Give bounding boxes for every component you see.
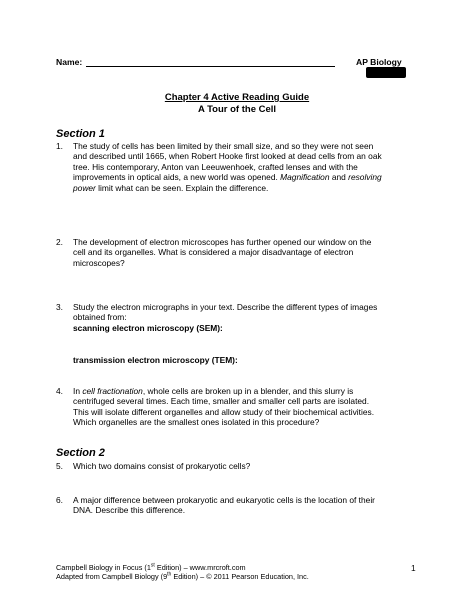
question-5-text [73, 461, 419, 471]
tem-label: transmission electron microscopy (TEM): [73, 355, 238, 365]
page-number: 1 [411, 563, 416, 573]
chapter-subtitle: A Tour of the Cell [197, 104, 277, 115]
section-2-heading: Section 2 [56, 447, 105, 459]
question-2-number: 2. [56, 237, 63, 247]
section-1-heading: Section 1 [56, 128, 105, 140]
q3-line-2: obtained from: [73, 312, 127, 323]
q1-line-1: The study of cells has been limited by their small size, and so they were not seen [73, 141, 374, 151]
power-term: power [73, 182, 96, 193]
q1-line-5-text: limit what can be seen. Explain the difference. [95, 182, 269, 193]
sem-label: scanning electron microscopy (SEM): [73, 322, 223, 333]
footer-sup-2: th [167, 571, 172, 578]
q6-line-2: DNA. Describe this difference. [73, 505, 186, 516]
question-2-text [73, 237, 419, 268]
footer-line-1 [56, 563, 309, 572]
footer-line-2b: Edition) – © 2011 Pearson Education, Inc. [171, 572, 309, 581]
question-3-text [73, 302, 419, 333]
question-4-number: 4. [56, 386, 63, 396]
q1-line-4 [73, 172, 419, 182]
q2-line-3: microscopes? [73, 257, 125, 268]
question-6-text [73, 495, 419, 516]
footer-line-1a: Campbell Biology in Focus (1 [56, 563, 151, 572]
title-block [0, 92, 474, 116]
q5-line-1: Which two domains consist of prokaryotic cells? [73, 461, 251, 471]
question-6-number: 6. [56, 495, 63, 505]
question-1-number: 1. [56, 141, 63, 151]
question-5-number: 5. [56, 461, 63, 471]
footer-line-2 [56, 572, 309, 581]
q4-in: In [73, 386, 83, 396]
q1-line-3: tree. His contemporary, Anton van Leeuwenhoek, crafted lenses and with the [73, 161, 358, 172]
q6-line-1: A major difference between prokaryotic and eukaryotic cells is the location of their [73, 495, 375, 505]
cell-fractionation-term: cell fractionation [82, 386, 143, 396]
q4-line-4: Which organelles are the smallest ones isolated in this procedure? [73, 417, 320, 428]
question-1-text [73, 141, 419, 193]
q1-and: and [329, 172, 349, 183]
q2-line-2: cell and its organelles. What is considered a major disadvantage of electron [73, 247, 354, 258]
q4-line-2: centrifuged several times. Each time, smaller and smaller cell parts are isolated. [73, 396, 370, 407]
q2-line-1: The development of electron microscopes has further opened our window on the [73, 237, 372, 247]
question-4-text [73, 386, 419, 428]
course-label: AP Biology [356, 57, 402, 67]
chapter-title: Chapter 4 Active Reading Guide [164, 92, 310, 103]
q1-line-4-text: improvements in optical aids, a new world was opened. [73, 172, 281, 183]
question-3-number: 3. [56, 302, 63, 312]
q4-line-1-text: , whole cells are broken up in a blender, and this slurry is [142, 386, 354, 396]
footer-sup-1: st [150, 562, 155, 569]
footer-line-2a: Adapted from Campbell Biology (9 [56, 572, 168, 581]
q4-line-1 [73, 386, 419, 396]
q4-line-3: This will isolate different organelles and allow study of their biochemical activities. [73, 406, 375, 417]
resolving-term: resolving [348, 172, 382, 183]
q1-line-2: and described until 1665, when Robert Hooke first looked at dead cells from an oak [73, 151, 382, 162]
redaction-box [366, 67, 406, 78]
magnification-term: Magnification [280, 172, 330, 183]
name-line [86, 66, 335, 67]
footer-citation [56, 563, 309, 581]
q1-line-5 [73, 183, 419, 193]
name-label: Name: [56, 57, 83, 67]
footer-line-1b: Edition) – www.mrcroft.com [154, 563, 246, 572]
q3-line-1: Study the electron micrographs in your text. Describe the different types of images [73, 302, 378, 312]
